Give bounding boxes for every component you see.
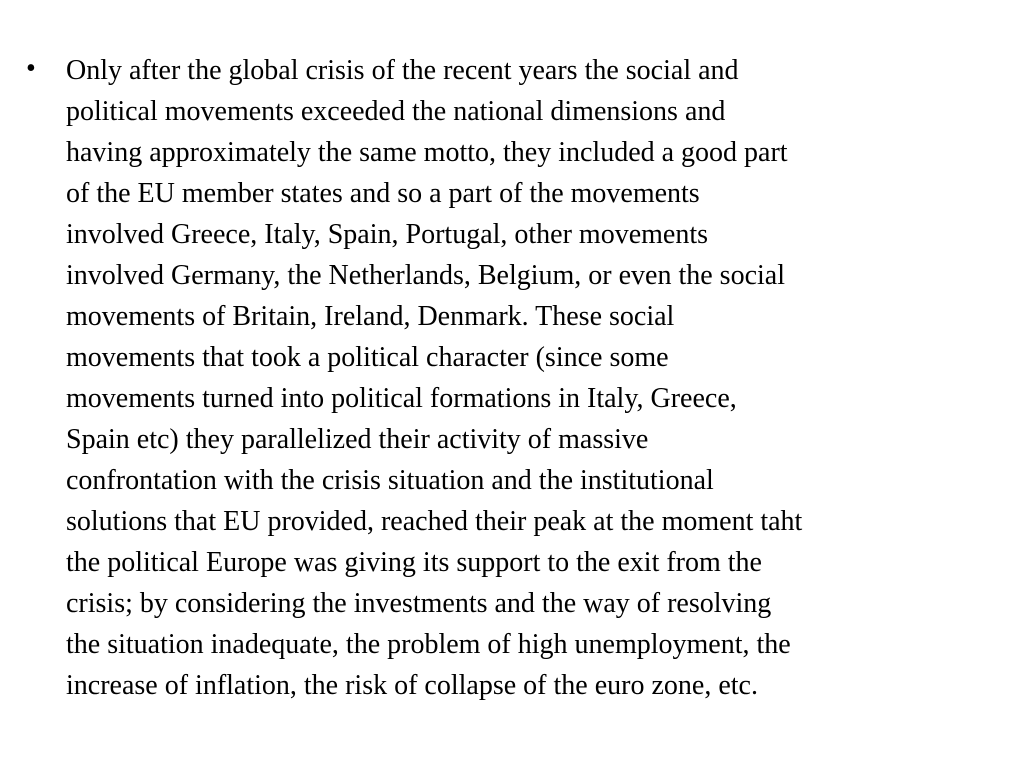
bullet-paragraph bbox=[66, 50, 1006, 706]
paragraph-line: movements turned into political formations in Italy, Greece, bbox=[66, 383, 737, 414]
paragraph-line: movements that took a political character (since some bbox=[66, 342, 669, 373]
paragraph-line: confrontation with the crisis situation and the institutional bbox=[66, 465, 714, 496]
paragraph-line: crisis; by considering the investments and the way of resolving bbox=[66, 588, 772, 619]
paragraph-line: the political Europe was giving its support to the exit from the bbox=[66, 547, 762, 578]
paragraph-line: involved Germany, the Netherlands, Belgium, or even the social bbox=[66, 260, 785, 291]
paragraph-line: movements of Britain, Ireland, Denmark. These social bbox=[66, 301, 675, 332]
paragraph-line: Only after the global crisis of the recent years the social and bbox=[66, 55, 739, 86]
paragraph-line: having approximately the same motto, they included a good part bbox=[66, 137, 788, 168]
bullet-marker: • bbox=[26, 53, 36, 84]
paragraph-line: the situation inadequate, the problem of high unemployment, the bbox=[66, 629, 791, 660]
paragraph-line: of the EU member states and so a part of the movements bbox=[66, 178, 700, 209]
paragraph-line: solutions that EU provided, reached their peak at the moment taht bbox=[66, 506, 803, 537]
paragraph-line: increase of inflation, the risk of collapse of the euro zone, etc. bbox=[66, 670, 758, 701]
paragraph-line: Spain etc) they parallelized their activity of massive bbox=[66, 424, 649, 455]
paragraph-line: involved Greece, Italy, Spain, Portugal, other movements bbox=[66, 219, 709, 250]
paragraph-line: political movements exceeded the national dimensions and bbox=[66, 96, 726, 127]
